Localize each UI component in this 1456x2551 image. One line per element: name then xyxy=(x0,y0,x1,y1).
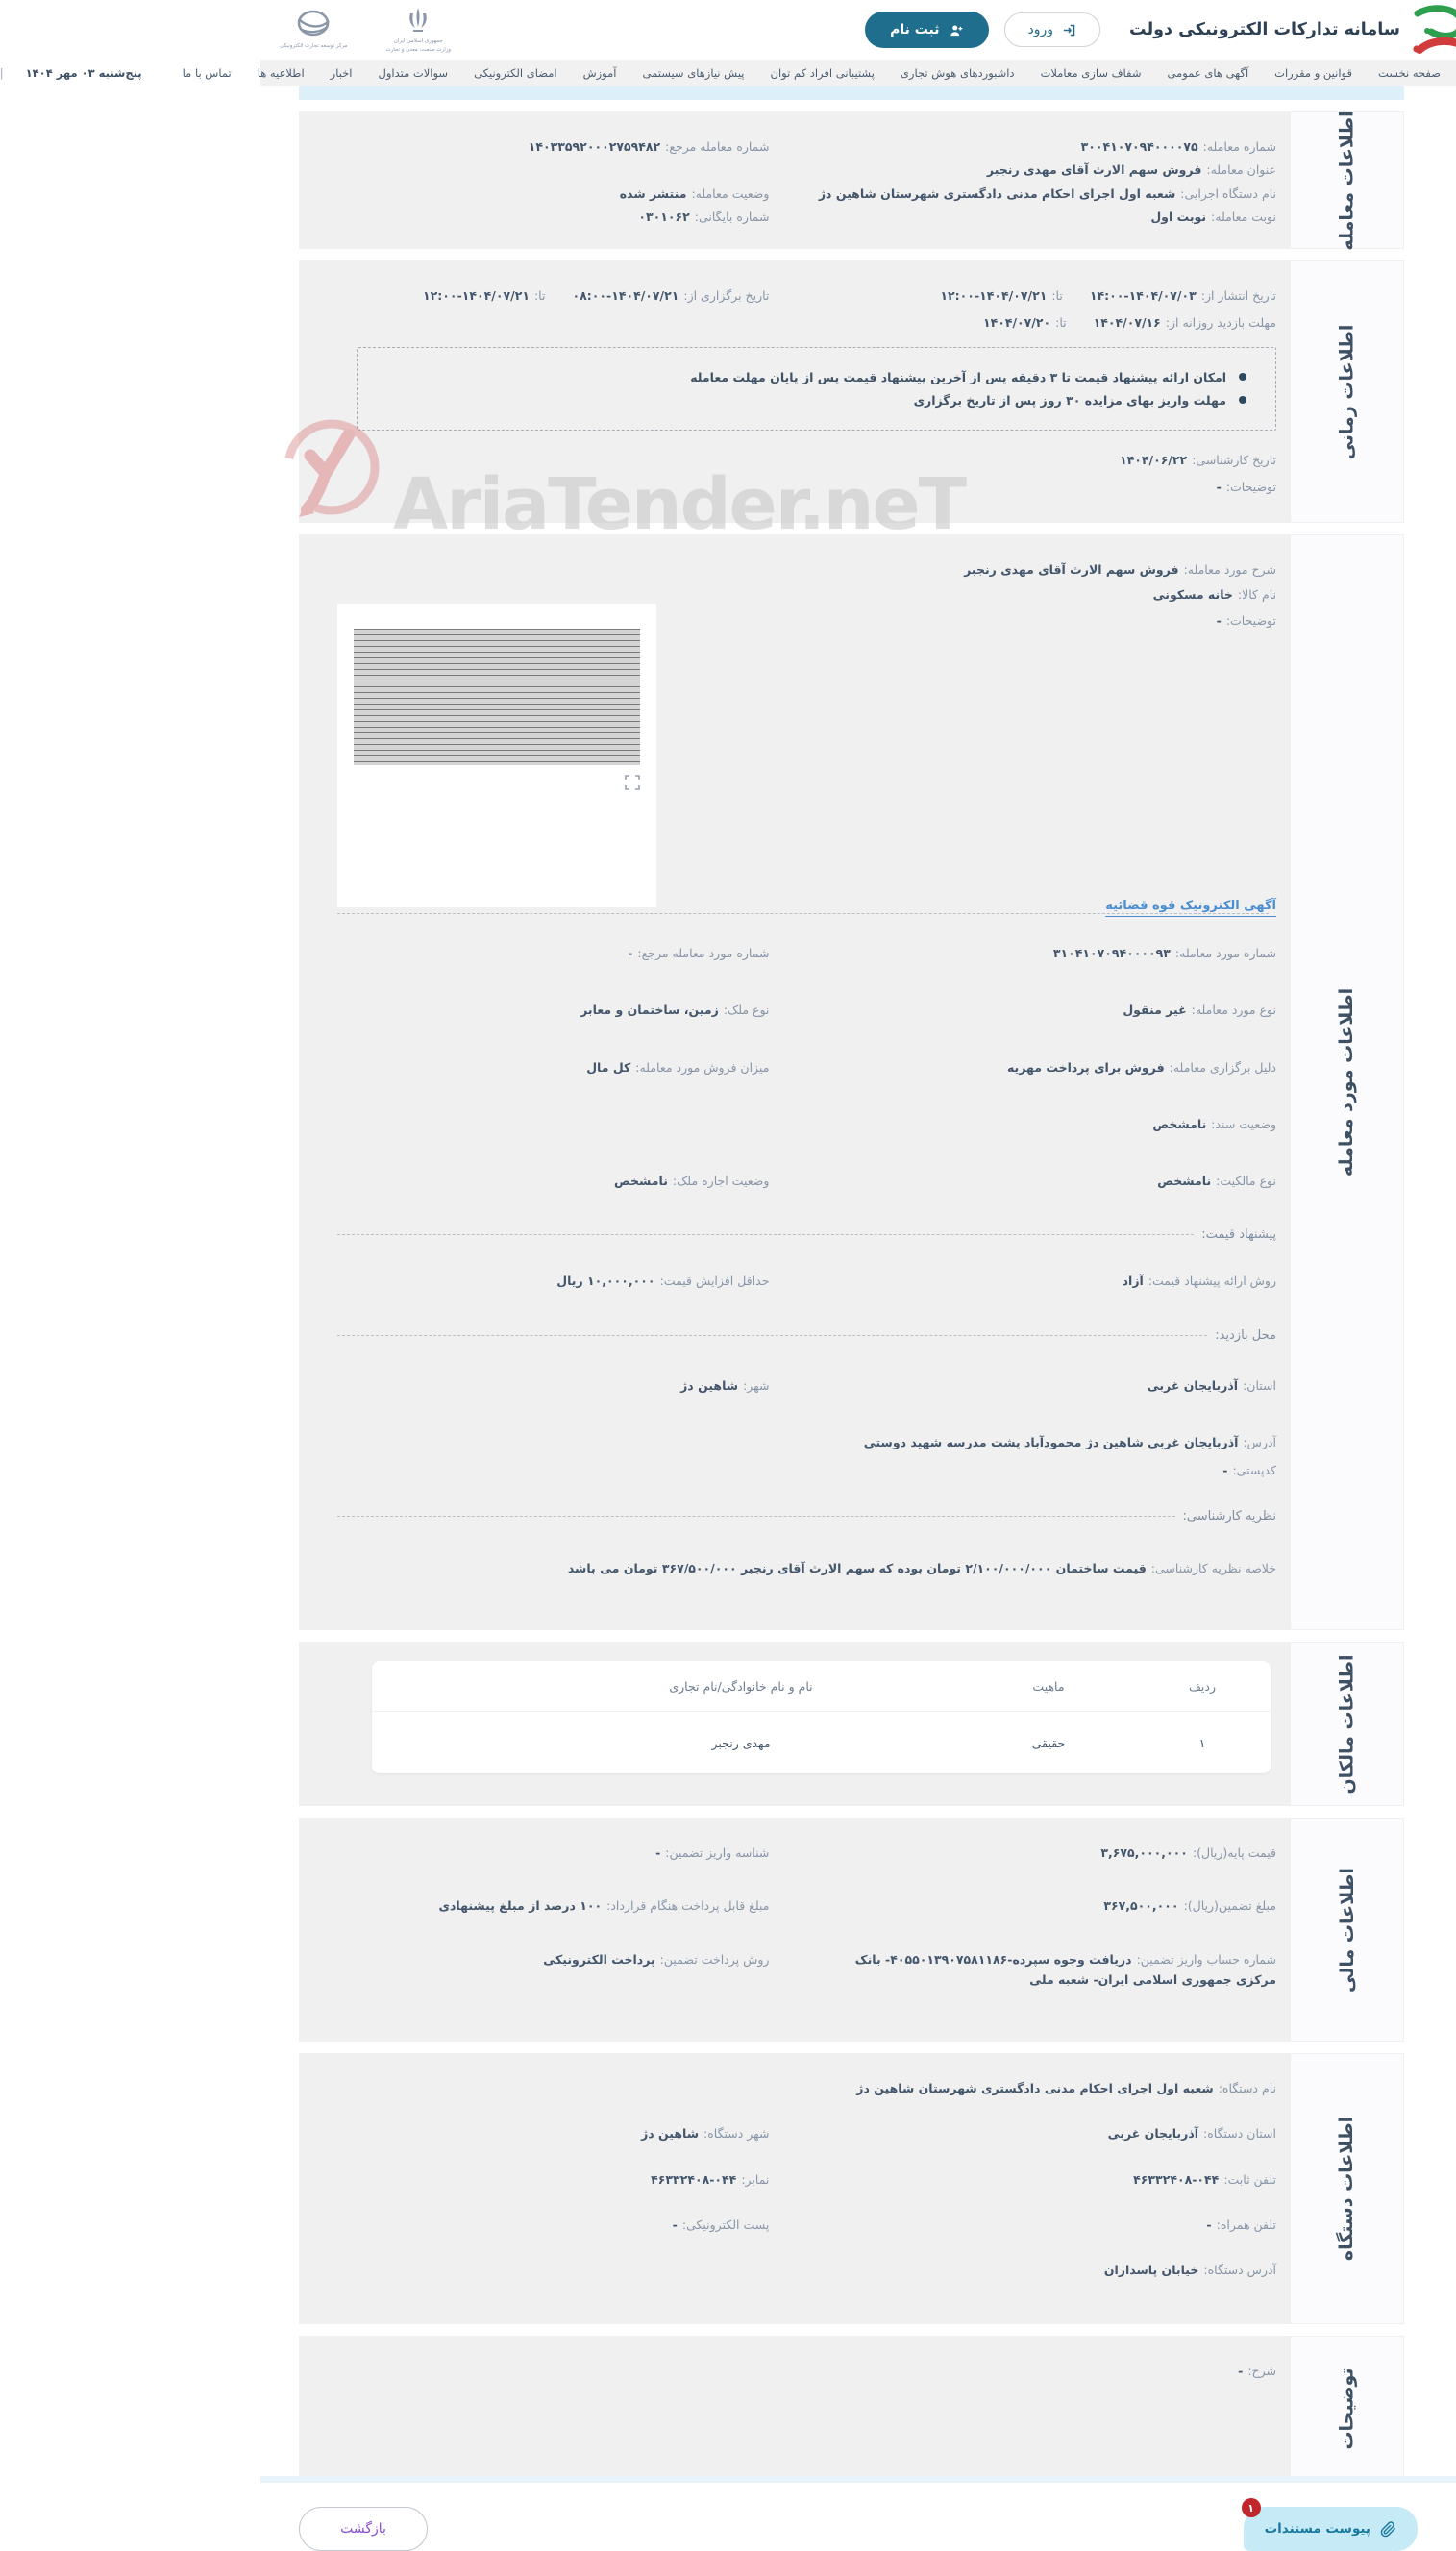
globe-icon xyxy=(294,9,333,41)
back-label: بازگشت xyxy=(340,2521,386,2538)
field-expertise-date: تاریخ کارشناسی:۱۴۰۴/۰۶/۲۲ xyxy=(1120,452,1276,467)
col-owner-name: نام و نام خانوادگی/نام تجاری xyxy=(669,1678,813,1694)
field-org-name: نام دستگاه:شعبه اول اجرای احکام مدنی دادگستری شهرستان شاهین دژ xyxy=(856,2081,1276,2095)
site-title: سامانه تدارکات الکترونیکی دولت xyxy=(1129,20,1400,39)
field-deal-status: وضعیت معامله:منتشر شده xyxy=(619,186,770,201)
section-item-info xyxy=(299,534,1404,1630)
section-deal-info-content xyxy=(299,111,1290,249)
nav-item-prerequisites[interactable]: پیش نیازهای سیستمی xyxy=(642,65,745,80)
bottom-strip xyxy=(260,2476,1456,2483)
section-title: اطلاعات مالی xyxy=(1336,1867,1358,1993)
nav-item-announcements[interactable]: اطلاعیه ها xyxy=(257,65,305,80)
field-item-ref-no: شماره مورد معامله مرجع:- xyxy=(628,946,770,960)
nav-item-bi-dashboards[interactable]: داشبوردهای هوش تجاری xyxy=(900,65,1015,80)
judiciary-link-row xyxy=(656,895,1276,913)
item-top-fields xyxy=(656,559,1276,913)
dashed-line xyxy=(337,913,1269,914)
field-org-phone: تلفن ثابت:۰۴۴-۴۶۳۳۲۴۰۸ xyxy=(1133,2171,1276,2187)
setad-logo-icon xyxy=(1408,2,1456,58)
section-deal-info xyxy=(299,111,1404,249)
price-separator-label: پیشنهاد قیمت: xyxy=(1201,1227,1276,1243)
address-group xyxy=(337,1432,1276,1481)
nav-item-home[interactable]: صفحه نخست xyxy=(1377,65,1441,80)
owners-table-row xyxy=(372,1712,1271,1773)
section-title: اطلاعات معامله xyxy=(1336,110,1358,251)
fin-row-3 xyxy=(337,1949,1276,1991)
nav-item-rules[interactable]: قوانین و مقررات xyxy=(1274,65,1352,80)
visit-separator-label: محل بازدید: xyxy=(1215,1327,1276,1343)
section-organization-info-content xyxy=(299,2053,1290,2324)
item-row-1 xyxy=(337,943,1276,963)
footer-actions xyxy=(299,2501,1418,2551)
field-publish-dates: تاریخ انتشار از:۱۴۰۴/۰۷/۰۳-۱۴:۰۰تا:۱۴۰۴/۰۷/۲۱-۱۲:۰۰ xyxy=(940,288,1276,303)
field-expert-summary: خلاصه نظریه کارشناسی:قیمت ساختمان ۲/۱۰۰/۰۰۰/۰۰۰ تومان بوده که سهم الارث آقای رنجبر ۳۶۷/۵۰۰/۰۰۰ تومان می باشد xyxy=(567,1561,1276,1576)
field-address: آدرس:آذربایجان غربی شاهین دژ محمودآباد پشت مدرسه شهید دوستی xyxy=(863,1434,1276,1449)
nav-item-esignature[interactable]: امضای الکترونیکی xyxy=(474,65,557,80)
paperclip-icon xyxy=(1380,2521,1396,2538)
nav-date: پنج‌شنبه ۰۳ مهر ۱۴۰۴ xyxy=(12,60,157,86)
document-thumbnail[interactable] xyxy=(354,629,640,765)
field-item-notes: توضیحات:- xyxy=(1216,612,1276,628)
section-organization-info-label xyxy=(1290,2053,1404,2324)
section-financial-info-label xyxy=(1290,1818,1404,2042)
field-estate-type: نوع ملک:زمین، ساختمان و معابر xyxy=(580,1003,770,1018)
item-row-9 xyxy=(337,1460,1276,1480)
nav-item-transparency[interactable]: شفاف سازی معاملات xyxy=(1040,65,1142,80)
org-row-1 xyxy=(337,2078,1276,2098)
section-timing-info xyxy=(299,260,1404,523)
item-row-5 xyxy=(337,1171,1276,1191)
expand-icon[interactable] xyxy=(625,775,640,790)
header xyxy=(260,0,1456,60)
comments-row xyxy=(337,2361,1276,2381)
section-financial-info-content xyxy=(299,1818,1290,2042)
attachments-label: پیوست مستندات xyxy=(1264,2521,1370,2538)
field-deal-ref-number: شماره معامله مرجع:۱۴۰۳۳۵۹۲۰۰۰۲۷۵۹۴۸۲ xyxy=(528,139,770,154)
field-item-no: شماره مورد معامله:۳۱۰۴۱۰۷۰۹۴۰۰۰۰۹۳ xyxy=(1052,946,1276,960)
section-comments xyxy=(299,2336,1404,2482)
dashed-line xyxy=(337,1335,1207,1336)
item-row-7 xyxy=(337,1375,1276,1396)
login-button[interactable] xyxy=(1004,12,1101,47)
field-bid-method: روش ارائه پیشنهاد قیمت:آزاد xyxy=(1122,1274,1276,1289)
nav-item-news[interactable]: اخبار xyxy=(330,65,353,80)
nav-item-training[interactable]: آموزش xyxy=(582,65,617,80)
field-item-type: نوع مورد معامله:غیر منقول xyxy=(1123,1003,1276,1018)
field-comments-desc: شرح:- xyxy=(1238,2364,1276,2379)
timing-note-2: مهلت واریز بهای مزایده ۳۰ روز پس از تاریخ برگزاری xyxy=(386,393,1246,408)
section-title: اطلاعات مالکان xyxy=(1336,1653,1358,1795)
section-title: اطلاعات مورد معامله xyxy=(1336,987,1358,1177)
cell-owner-name: مهدی رنجبر xyxy=(711,1735,771,1750)
attachments-badge: ۱ xyxy=(1242,2498,1261,2517)
item-row-3 xyxy=(337,1057,1276,1077)
dashed-line xyxy=(337,1234,1194,1235)
field-postal-code: کدپستی:- xyxy=(1222,1463,1276,1477)
field-deal-round: نوبت معامله:نوبت اول xyxy=(1150,209,1276,224)
expand-row xyxy=(354,775,640,790)
field-deal-subject: عنوان معامله:فروش سهم الارث آقای مهدی رنجبر xyxy=(986,162,1276,178)
field-reason: دلیل برگزاری معامله:فروش برای پرداخت مهریه xyxy=(1006,1059,1276,1075)
field-org-fax: نمابر:۰۴۴-۴۶۳۳۲۴۰۸ xyxy=(651,2171,770,2187)
item-row-8 xyxy=(337,1432,1276,1452)
section-owners-info xyxy=(299,1642,1404,1806)
field-sale-amount: میزان فروش مورد معامله:کل مال xyxy=(586,1059,770,1075)
field-guarantee-account: شماره حساب واریز تضمین:دریافت وجوه سپرده-۴۰۵۵۰۱۳۹۰۷۵۸۱۱۸۶- بانک مرکزی جمهوری اسلامی ایران- شعبه ملی xyxy=(854,1951,1276,1987)
visit-separator xyxy=(337,1328,1276,1343)
timing-row-3 xyxy=(337,450,1276,470)
field-org-address: آدرس دستگاه:خیابان پاسداران xyxy=(1103,2263,1276,2277)
owners-table xyxy=(372,1661,1271,1773)
section-item-info-content xyxy=(299,534,1290,1630)
field-rent-status: وضعیت اجاره ملک:نامشخص xyxy=(613,1174,770,1188)
field-deal-archive-no: شماره بایگانی:۰۳۰۱۰۶۲ xyxy=(638,209,770,224)
field-guarantee-pay-method: روش پرداخت تضمین:پرداخت الکترونیکی xyxy=(543,1951,770,1967)
field-deal-number: شماره معامله:۳۰۰۴۱۰۷۰۹۴۰۰۰۰۷۵ xyxy=(1080,139,1276,154)
field-deal-agency: نام دستگاه اجرایی:شعبه اول اجرای احکام مدنی دادگستری شهرستان شاهین دژ xyxy=(818,186,1276,201)
org-row-5 xyxy=(337,2260,1276,2280)
login-icon xyxy=(1062,23,1076,37)
register-button[interactable] xyxy=(865,12,988,48)
nav-date-separator: | xyxy=(0,65,4,80)
deal-row-3 xyxy=(337,184,1276,204)
nav-item-contact[interactable]: تماس با ما xyxy=(182,65,232,80)
field-org-email: پست الکترونیکی:- xyxy=(672,2217,770,2232)
deal-row-2 xyxy=(337,160,1276,180)
item-row-4 xyxy=(337,1114,1276,1134)
item-row-2 xyxy=(337,1000,1276,1020)
field-base-price: قیمت پایه(ریال):۳,۶۷۵,۰۰۰,۰۰۰ xyxy=(1100,1845,1276,1860)
fin-row-2 xyxy=(337,1895,1276,1916)
owners-table-header xyxy=(372,1661,1271,1712)
register-label: ثبت نام xyxy=(890,22,940,37)
org-row-2 xyxy=(337,2123,1276,2143)
org-row-4 xyxy=(337,2215,1276,2235)
field-held-dates: تاریخ برگزاری از:۱۴۰۴/۰۷/۲۱-۰۸:۰۰تا:۱۴۰۴/۰۷/۲۱-۱۲:۰۰ xyxy=(423,288,770,303)
field-city: شهر:شاهین دژ xyxy=(680,1377,770,1393)
ministry-caption-1: جمهوری اسلامی ایران xyxy=(393,37,443,44)
expert-separator xyxy=(337,1509,1276,1523)
nav-item-accessibility[interactable]: پشتیبانی افراد کم توان xyxy=(770,65,875,80)
timing-row-2 xyxy=(337,312,1276,333)
section-title: توضیحات xyxy=(1336,2367,1358,2450)
attachment-preview-panel[interactable] xyxy=(337,604,656,907)
attachments-button[interactable] xyxy=(1244,2501,1418,2551)
field-guarantee-amount: مبلغ تضمین(ریال):۳۶۷,۵۰۰,۰۰۰ xyxy=(1103,1898,1276,1914)
item-top-split xyxy=(337,559,1276,913)
field-item-desc: شرح مورد معامله:فروش سهم الارث آقای مهدی رنجبر xyxy=(964,562,1276,577)
nav-item-faq[interactable]: سوالات متداول xyxy=(378,65,449,80)
ecommerce-center-logo xyxy=(280,9,347,50)
col-row-number: ردیف xyxy=(1188,1678,1217,1694)
ecommerce-caption: مرکز توسعه تجارت الکترونیکی xyxy=(280,43,348,50)
org-row-3 xyxy=(337,2169,1276,2190)
field-payable-at-contract: مبلغ قابل پرداخت هنگام قرارداد:۱۰۰ درصد از مبلغ پیشنهادی xyxy=(438,1898,770,1914)
judiciary-ad-link[interactable]: آگهی الکترونیک قوه قضائیه xyxy=(1105,899,1276,913)
section-title: اطلاعات دستگاه xyxy=(1336,2117,1358,2262)
watermark-text: AriaTender.neT xyxy=(393,463,966,546)
field-ownership: نوع مالکیت:نامشخص xyxy=(1157,1174,1276,1188)
timing-note-1: امکان ارائه پیشنهاد قیمت تا ۳ دقیقه پس از آخرین پیشنهاد قیمت پس از پایان مهلت معامله xyxy=(386,370,1246,384)
section-organization-info xyxy=(299,2053,1404,2324)
header-accent-strip xyxy=(299,86,1404,100)
field-org-city: شهر دستگاه:شاهین دژ xyxy=(641,2126,770,2142)
item-row-10 xyxy=(337,1558,1276,1578)
item-separator-top xyxy=(337,913,1276,914)
login-label: ورود xyxy=(1027,22,1054,37)
bullet-icon xyxy=(1239,373,1246,381)
bullet-icon xyxy=(1239,396,1246,404)
timing-row-1 xyxy=(337,285,1276,306)
dashed-line xyxy=(337,1516,1175,1517)
section-comments-content xyxy=(299,2336,1290,2482)
section-title: اطلاعات زمانی xyxy=(1336,324,1358,459)
main-content xyxy=(299,111,1404,2482)
deal-row-4 xyxy=(337,207,1276,227)
user-plus-icon xyxy=(949,23,964,37)
brand[interactable] xyxy=(1129,2,1456,58)
expert-separator-label: نظریه کارشناسی: xyxy=(1182,1509,1276,1524)
deal-row-1 xyxy=(337,136,1276,157)
section-comments-label xyxy=(1290,2336,1404,2482)
field-doc-status: وضعیت سند:نامشخص xyxy=(1152,1116,1276,1131)
field-visit-deadline: مهلت بازدید روزانه از:۱۴۰۴/۰۷/۱۶تا:۱۴۰۴/۰۷/۲۰ xyxy=(982,315,1276,331)
nav-item-public-ads[interactable]: آگهی های عمومی xyxy=(1167,65,1249,80)
field-org-province: استان دستگاه:آذربایجان غربی xyxy=(1107,2126,1276,2142)
iran-emblem-icon xyxy=(404,6,432,37)
ministry-logo xyxy=(385,6,451,55)
cell-entity-type: حقیقی xyxy=(1031,1735,1066,1750)
ministry-caption-2: وزارت صنعت، معدن و تجارت xyxy=(385,47,452,53)
section-owners-info-content xyxy=(299,1642,1290,1806)
field-min-increase: حداقل افزایش قیمت:۱۰,۰۰۰,۰۰۰ ریال xyxy=(556,1274,770,1289)
cell-row-number: ۱ xyxy=(1198,1735,1206,1750)
field-province: استان:آذربایجان غربی xyxy=(1147,1377,1276,1393)
section-timing-info-label xyxy=(1290,260,1404,523)
field-org-mobile: تلفن همراه:- xyxy=(1206,2217,1276,2232)
field-deposit-id: شناسه واریز تضمین:- xyxy=(655,1845,770,1860)
section-deal-info-label xyxy=(1290,111,1404,249)
field-item-goods: نام کالا:خانه مسکونی xyxy=(1152,587,1276,603)
price-separator xyxy=(337,1227,1276,1242)
section-timing-info-content xyxy=(299,260,1290,523)
timing-row-4 xyxy=(337,477,1276,497)
section-item-info-label xyxy=(1290,534,1404,1630)
main-nav xyxy=(0,60,1456,86)
back-button[interactable] xyxy=(299,2507,428,2551)
item-row-6 xyxy=(337,1271,1276,1291)
section-financial-info xyxy=(299,1818,1404,2042)
col-entity-type: ماهیت xyxy=(1032,1678,1065,1694)
section-owners-info-label xyxy=(1290,1642,1404,1806)
timing-notes-box xyxy=(357,347,1276,431)
field-timing-desc: توضیحات:- xyxy=(1216,479,1276,494)
fin-row-1 xyxy=(337,1843,1276,1863)
